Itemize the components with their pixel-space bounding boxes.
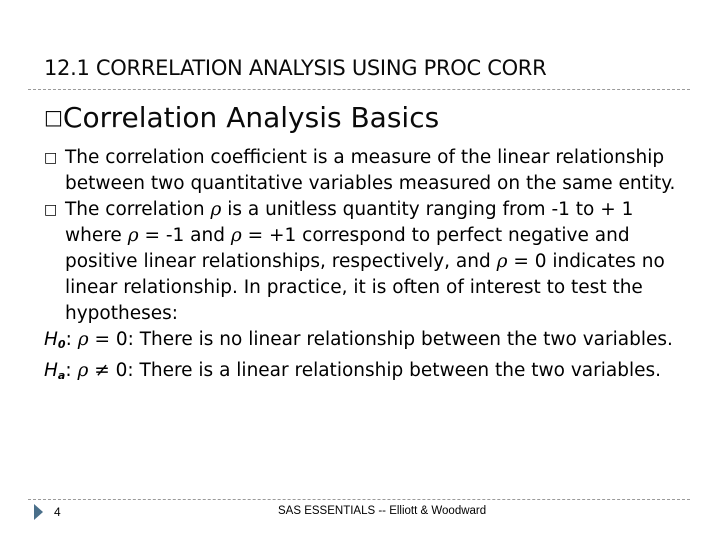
- hypothesis-colon: :: [65, 360, 72, 381]
- slide-title: 12.1 CORRELATION ANALYSIS USING PROC CORR: [44, 56, 547, 80]
- hypothesis-symbol: H: [44, 360, 58, 381]
- rho-symbol: ρ: [230, 225, 242, 246]
- bullet-text: The correlation coefficient is a measure of the linear relationship between two quantitative variables measured on the same entity.: [65, 147, 676, 194]
- hypothesis-text: = 0: There is no linear relationship between the two variables.: [88, 329, 673, 350]
- rho-symbol: ρ: [77, 360, 89, 381]
- title-divider: [28, 89, 690, 90]
- triangle-marker-icon: [34, 504, 43, 520]
- bullet-text: = +1 correspond to perfect negative and positive linear relationships, respectively, and: [65, 225, 630, 272]
- footer-credit: SAS ESSENTIALS -- Elliott & Woodward: [278, 505, 487, 517]
- checkbox-bullet-icon: □: [44, 202, 58, 218]
- bullet-item: [44, 197, 684, 327]
- rho-symbol: ρ: [77, 329, 89, 350]
- rho-symbol: ρ: [127, 225, 139, 246]
- hypothesis-colon: :: [65, 329, 72, 350]
- checkbox-bullet-icon: □: [44, 150, 58, 166]
- page-number: 4: [54, 505, 61, 519]
- footer-divider: [28, 499, 690, 500]
- not-equal-symbol: ≠: [94, 360, 110, 381]
- bullet-text: = -1 and: [138, 225, 231, 246]
- alternative-hypothesis: [44, 358, 684, 389]
- checkbox-bullet-icon: □: [44, 105, 63, 129]
- rho-symbol: ρ: [210, 199, 222, 220]
- bullet-text: = 0 indicates no linear relationship. In practice, it is often of interest to test the hypotheses:: [65, 251, 665, 324]
- bullet-text: is a unitless quantity ranging from -1 to + 1 where: [65, 199, 634, 246]
- bullet-item: [44, 145, 684, 197]
- bullet-text: The correlation: [65, 199, 211, 220]
- slide-body: [44, 145, 684, 389]
- section-heading-text: Correlation Analysis Basics: [62, 101, 440, 134]
- hypothesis-subscript: a: [57, 369, 66, 382]
- hypothesis-symbol: H: [44, 329, 58, 350]
- null-hypothesis: [44, 327, 684, 358]
- section-heading: [44, 101, 439, 134]
- hypothesis-subscript: 0: [57, 338, 66, 351]
- rho-symbol: ρ: [496, 251, 508, 272]
- hypothesis-text: 0: There is a linear relationship between the two variables.: [109, 360, 661, 381]
